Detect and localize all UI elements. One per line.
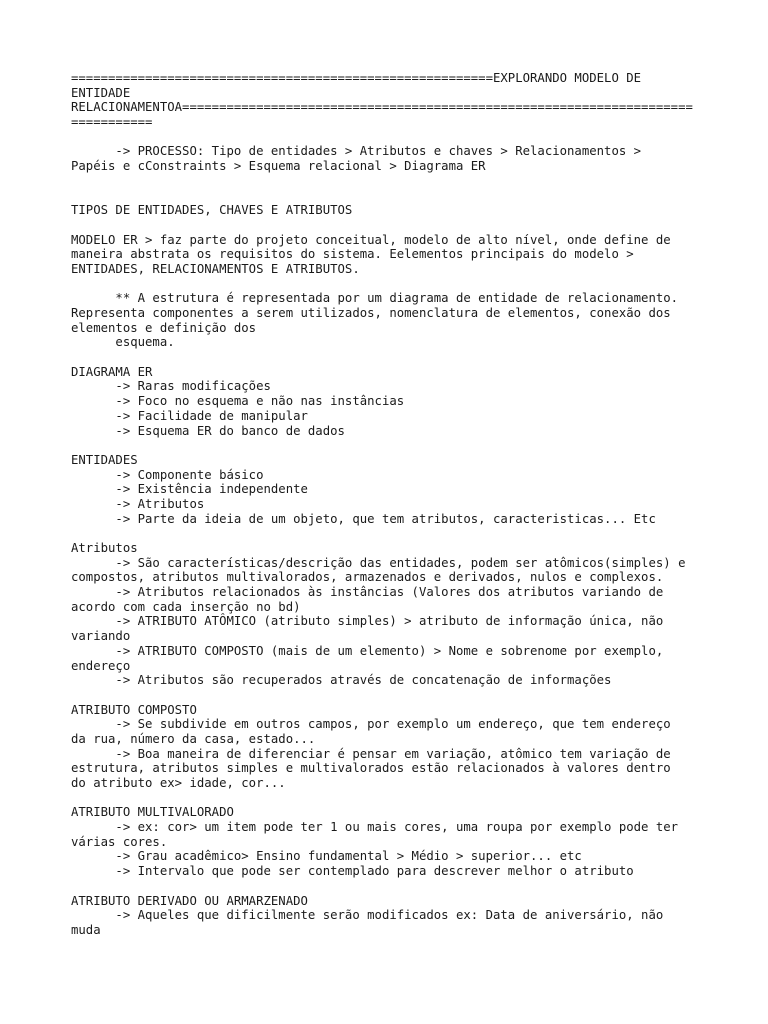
text-line: Representa componentes a serem utilizados, nomenclatura de elementos, conexão dos xyxy=(71,306,671,320)
text-line: esquema. xyxy=(71,335,175,350)
text-line: da rua, número da casa, estado... xyxy=(71,731,316,746)
text-line: TIPOS DE ENTIDADES, CHAVES E ATRIBUTOS xyxy=(71,203,353,218)
text-line: variando xyxy=(71,629,131,644)
text-line: MODELO ER > faz parte do projeto conceitual, modelo de alto nível, onde define de xyxy=(71,232,671,247)
blank-line xyxy=(71,350,711,365)
text-line: estrutura, atributos simples e multivalorados estão relacionados à valores dentro xyxy=(71,761,671,776)
blank-line xyxy=(71,218,711,233)
text-line: =========================================================EXPLORANDO MODELO DE xyxy=(71,71,642,85)
blank-line xyxy=(71,688,711,703)
blank-line xyxy=(71,174,711,189)
text-line: -> Boa maneira de diferenciar é pensar em variação, atômico tem variação de xyxy=(71,746,671,761)
text-line: ENTIDADE xyxy=(71,85,131,100)
blank-line xyxy=(71,879,711,894)
text-line: compostos, atributos multivalorados, armazenados e derivados, nulos e complexos. xyxy=(71,570,664,585)
text-line: muda xyxy=(71,922,101,937)
text-line: Papéis e cConstraints > Esquema relacional > Diagrama ER xyxy=(71,159,486,174)
text-line: do atributo ex> idade, cor... xyxy=(71,776,286,790)
blank-line xyxy=(71,438,711,453)
document-page xyxy=(71,71,711,938)
text-line: -> Intervalo que pode ser contemplado para descrever melhor o atributo xyxy=(71,864,634,879)
text-line: -> Grau acadêmico> Ensino fundamental > Médio > superior... etc xyxy=(71,849,582,864)
blank-line xyxy=(71,189,711,204)
blank-line xyxy=(71,277,711,292)
text-line: ENTIDADES xyxy=(71,452,138,467)
text-line: -> Se subdivide em outros campos, por exemplo um endereço, que tem endereço xyxy=(71,717,671,732)
text-line: -> Facilidade de manipular xyxy=(71,408,308,423)
text-line: ATRIBUTO COMPOSTO xyxy=(71,702,197,717)
text-line: várias cores. xyxy=(71,834,168,849)
text-line: -> PROCESSO: Tipo de entidades > Atributos e chaves > Relacionamentos > xyxy=(71,144,642,159)
text-line: acordo com cada inserção no bd) xyxy=(71,599,301,614)
text-line: elementos e definição dos xyxy=(71,320,257,335)
text-line: -> ATRIBUTO COMPOSTO (mais de um elemento) > Nome e sobrenome por exemplo, xyxy=(71,643,664,658)
text-line: Atributos xyxy=(71,541,138,555)
text-line: -> Aqueles que dificilmente serão modificados ex: Data de aniversário, não xyxy=(71,908,664,923)
blank-line xyxy=(71,130,711,145)
blank-line xyxy=(71,526,711,541)
text-line: -> Atributos xyxy=(71,496,205,511)
text-line: RELACIONAMENTOA===================================================================== xyxy=(71,100,693,115)
text-line: ** A estrutura é representada por um diagrama de entidade de relacionamento. xyxy=(71,291,679,306)
text-line: maneira abstrata os requisitos do sistema. Eelementos principais do modelo > xyxy=(71,247,634,262)
text-line: =========== xyxy=(71,115,153,130)
text-line: -> ex: cor> um item pode ter 1 ou mais cores, uma roupa por exemplo pode ter xyxy=(71,820,679,835)
text-line: DIAGRAMA ER xyxy=(71,364,153,379)
text-line: -> Componente básico xyxy=(71,467,264,482)
text-line: ENTIDADES, RELACIONAMENTOS E ATRIBUTOS. xyxy=(71,261,360,276)
text-line: ATRIBUTO MULTIVALORADO xyxy=(71,805,234,820)
text-line: -> São características/descrição das entidades, podem ser atômicos(simples) e xyxy=(71,555,686,570)
text-line: endereço xyxy=(71,658,131,673)
text-line: ATRIBUTO DERIVADO OU ARMARZENADO xyxy=(71,893,308,908)
blank-line xyxy=(71,791,711,806)
text-line: -> Raras modificações xyxy=(71,379,271,394)
text-line: -> Existência independente xyxy=(71,482,308,497)
text-line: -> Atributos relacionados às instâncias (Valores dos atributos variando de xyxy=(71,585,664,600)
text-line: -> ATRIBUTO ATÔMICO (atributo simples) > atributo de informação única, não xyxy=(71,614,664,629)
text-line: -> Parte da ideia de um objeto, que tem atributos, caracteristicas... Etc xyxy=(71,511,656,526)
text-line: -> Atributos são recuperados através de concatenação de informações xyxy=(71,673,612,688)
text-line: -> Foco no esquema e não nas instâncias xyxy=(71,394,405,409)
text-line: -> Esquema ER do banco de dados xyxy=(71,423,345,438)
